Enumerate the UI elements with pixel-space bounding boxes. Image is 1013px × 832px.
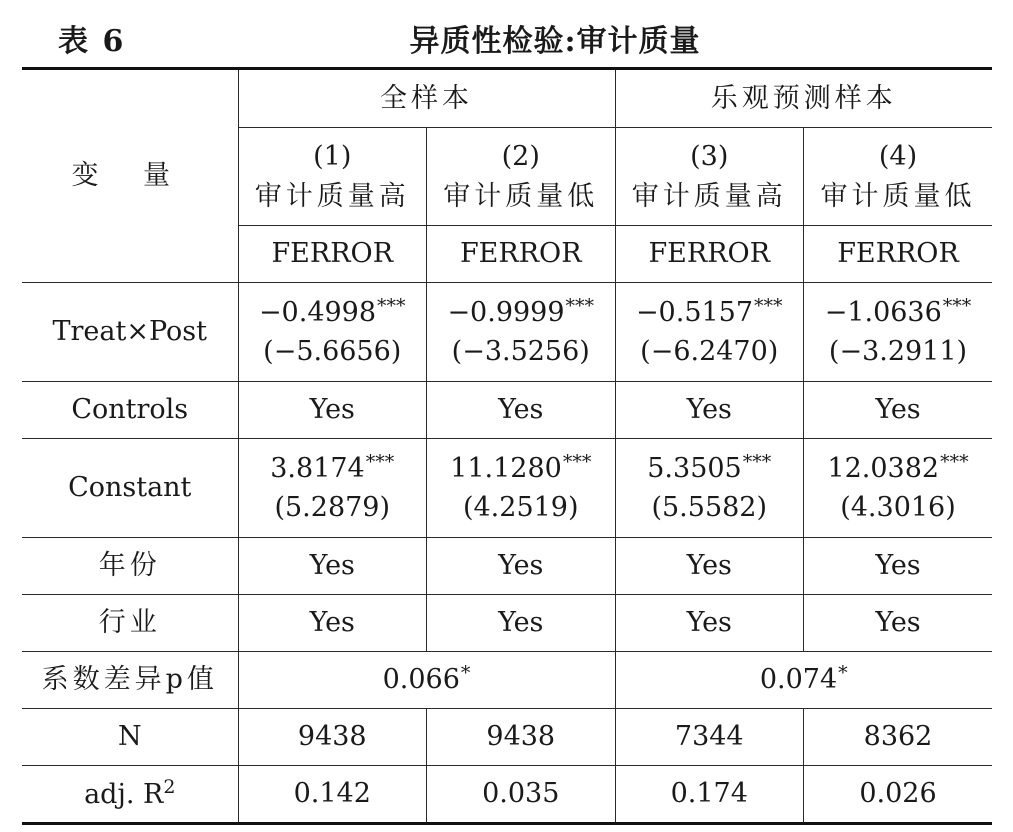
row-label: Constant: [22, 439, 238, 538]
column-name: 审计质量高: [631, 180, 787, 212]
coef-cell: [615, 439, 804, 538]
t-statistic: (5.2879): [274, 492, 391, 523]
table-cell: Yes: [427, 538, 616, 595]
t-statistic: (4.2519): [462, 492, 579, 523]
row-label: 行业: [22, 595, 238, 652]
table-cell: Yes: [615, 595, 804, 652]
variable-header-label: 变 量: [71, 160, 189, 192]
table-cell: 0.026: [804, 766, 993, 824]
row-label: 系数差异p值: [22, 652, 238, 709]
table-cell: Yes: [615, 382, 804, 439]
table-cell: Yes: [804, 382, 993, 439]
coefficient: 5.3505: [647, 452, 742, 484]
table-cell: 0.174: [615, 766, 804, 824]
significance-stars: ***: [562, 450, 592, 473]
coefficient: 12.0382: [827, 452, 940, 484]
column-header-3: [615, 128, 804, 226]
row-label: 年份: [22, 538, 238, 595]
row-label-text: adj. R: [84, 778, 164, 810]
coef-cell: [804, 439, 993, 538]
p-value: 0.074: [759, 664, 838, 696]
variable-header: [22, 69, 238, 283]
table-row-adj-r2: [22, 766, 992, 824]
table-cell: 9438: [427, 709, 616, 766]
table-cell: Yes: [427, 382, 616, 439]
table-row-constant: [22, 439, 992, 538]
table-cell: 0.035: [427, 766, 616, 824]
table-cell: [615, 652, 992, 709]
dependent-variable-1: FERROR: [238, 226, 427, 283]
t-statistic: (−3.5256): [451, 336, 590, 367]
table-number: 表 6: [58, 24, 126, 59]
column-name: 审计质量低: [820, 180, 976, 212]
table-cell: Yes: [238, 595, 427, 652]
dependent-variable-2: FERROR: [427, 226, 616, 283]
table-cell: Yes: [804, 538, 993, 595]
table-cell: Yes: [615, 538, 804, 595]
coef-cell: [615, 283, 804, 382]
table-row-industry: [22, 595, 992, 652]
column-name: 审计质量高: [254, 180, 410, 212]
table-row-n: [22, 709, 992, 766]
table-row-pvalue-diff: [22, 652, 992, 709]
coefficient: −1.0636: [824, 296, 942, 328]
significance-stars: ***: [565, 294, 595, 317]
t-statistic: (−6.2470): [640, 336, 779, 367]
dependent-variable-4: FERROR: [804, 226, 993, 283]
significance-stars: ***: [940, 450, 969, 473]
p-value: 0.066: [382, 664, 460, 696]
table-cell: Yes: [427, 595, 616, 652]
significance-stars: ***: [742, 450, 772, 473]
table-cell: Yes: [238, 382, 427, 439]
group-header-optimistic-sample: 乐观预测样本: [615, 69, 992, 128]
coefficient: −0.4998: [258, 296, 377, 328]
t-statistic: (4.3016): [840, 492, 956, 523]
table-cell: Yes: [804, 595, 993, 652]
table-cell: 0.142: [238, 766, 427, 824]
significance-stars: ***: [377, 294, 406, 317]
coefficient: −0.5157: [635, 296, 754, 328]
coef-cell: [238, 283, 427, 382]
coef-cell: [427, 439, 616, 538]
significance-stars: ***: [365, 450, 395, 473]
table-cell: 8362: [804, 709, 993, 766]
column-header-4: [804, 128, 993, 226]
group-header-full-sample: 全样本: [238, 69, 615, 128]
coefficient: 11.1280: [450, 452, 562, 484]
table-cell: [238, 652, 615, 709]
row-label: Controls: [22, 382, 238, 439]
table-cell: 9438: [238, 709, 427, 766]
column-name: 审计质量低: [443, 180, 599, 212]
table-row-treat-post: [22, 283, 992, 382]
row-label: [22, 766, 238, 824]
significance-stars: ***: [942, 294, 972, 317]
coef-cell: [427, 283, 616, 382]
coefficient: 3.8174: [270, 452, 365, 484]
column-number: (4): [878, 141, 918, 173]
row-label: N: [22, 709, 238, 766]
superscript: 2: [163, 775, 176, 798]
row-label: Treat×Post: [22, 283, 238, 382]
column-header-2: [427, 128, 616, 226]
significance-stars: *: [838, 662, 848, 685]
column-header-1: [238, 128, 427, 226]
regression-table: [22, 67, 992, 825]
t-statistic: (5.5582): [651, 492, 768, 523]
t-statistic: (−3.2911): [828, 336, 968, 367]
dependent-variable-3: FERROR: [615, 226, 804, 283]
coef-cell: [238, 439, 427, 538]
significance-stars: *: [460, 662, 471, 685]
t-statistic: (−5.6656): [263, 336, 402, 367]
column-number: (3): [690, 141, 729, 173]
significance-stars: ***: [754, 294, 783, 317]
table-row-year: [22, 538, 992, 595]
coefficient: −0.9999: [447, 296, 565, 328]
table-title: 异质性检验:审计质量: [409, 24, 701, 59]
table-cell: 7344: [615, 709, 804, 766]
column-number: (1): [313, 141, 352, 173]
table-cell: Yes: [238, 538, 427, 595]
coef-cell: [804, 283, 993, 382]
table-row-controls: [22, 382, 992, 439]
column-number: (2): [501, 141, 540, 173]
